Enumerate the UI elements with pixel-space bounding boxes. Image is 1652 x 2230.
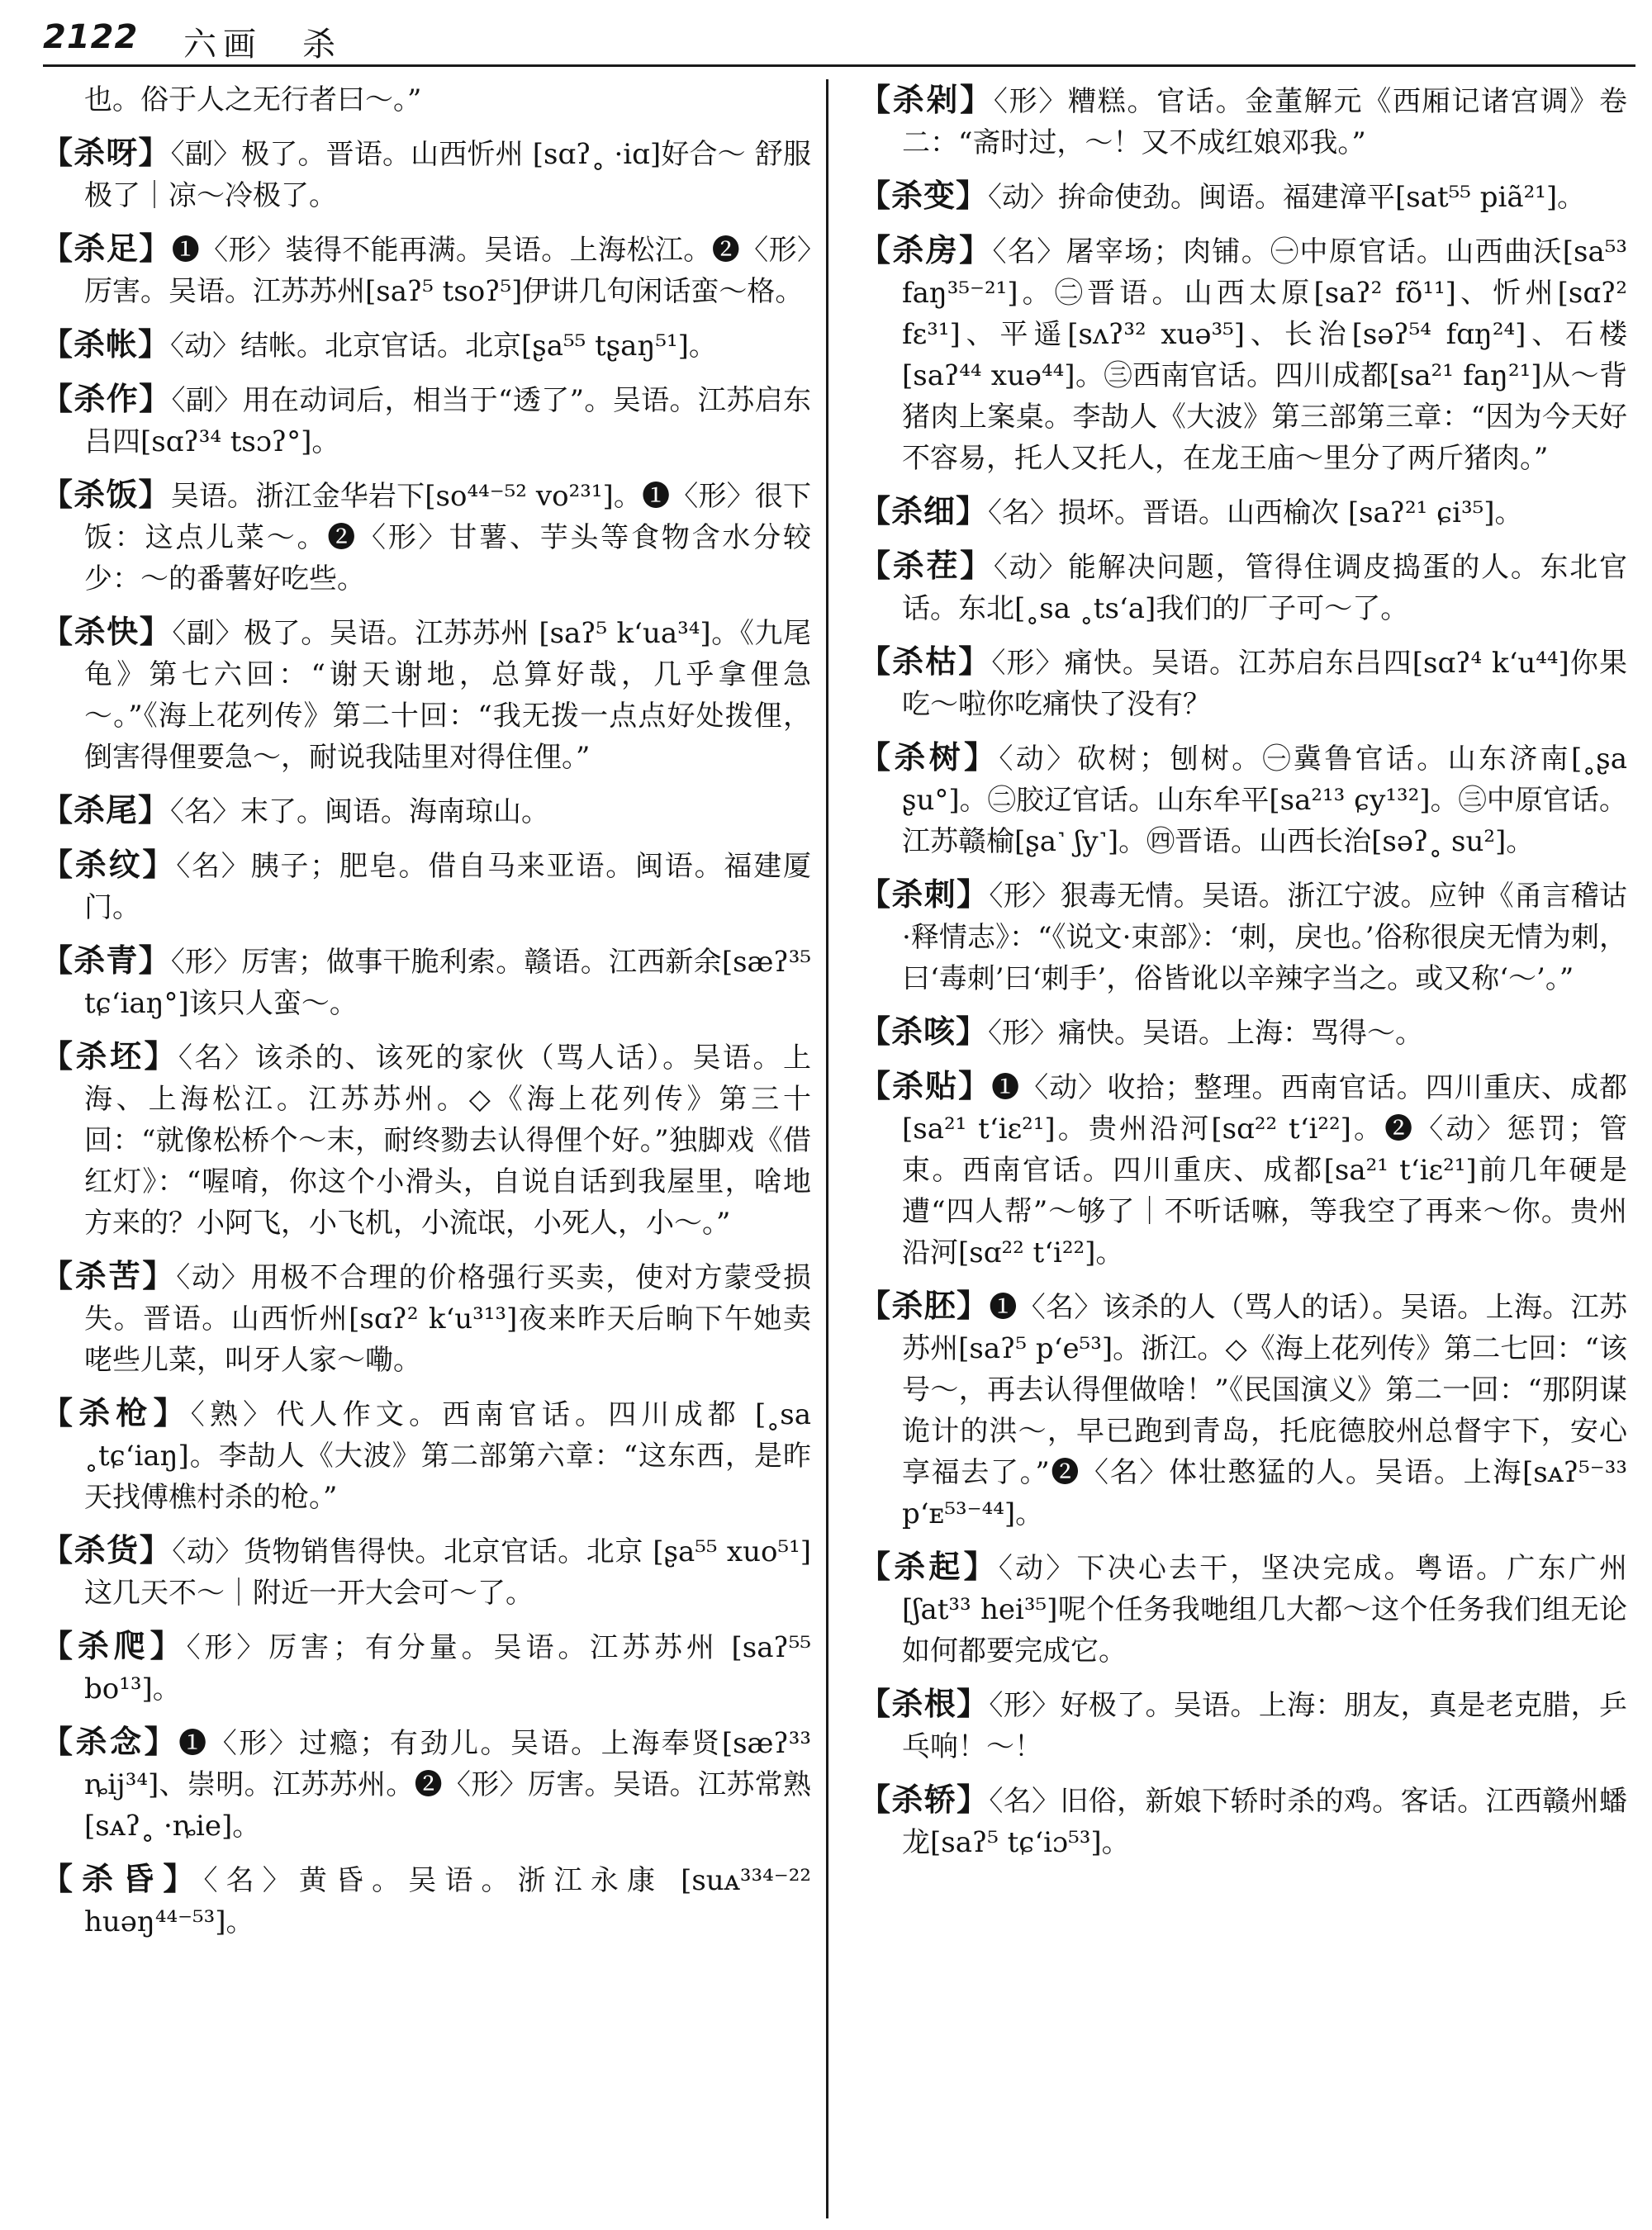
entry-definition: ❶〈形〉装得不能再满。吴语。上海松江。❷〈形〉厉害。吴语。江苏苏州[saʔ⁵ tsoʔ⁵]伊讲几句闲话蛮～格。 — [84, 234, 811, 308]
column-divider — [826, 79, 828, 2218]
dictionary-entry — [859, 1683, 1627, 1767]
entry-headword: 【杀房】 — [859, 232, 993, 268]
entry-headword: 【杀念】 — [41, 1724, 179, 1760]
dictionary-entry — [859, 1065, 1627, 1274]
dictionary-entry — [41, 940, 811, 1024]
entry-definition: 〈形〉厉害；做事干脆利索。赣语。江西新余[sæʔ³⁵ tɕ‘iaŋ°]该只人蛮～。 — [84, 946, 811, 1020]
entry-definition: 〈形〉好极了。吴语。上海：朋友，真是老克腊，乒乓响！～！ — [902, 1689, 1627, 1763]
entry-headword: 【杀细】 — [859, 493, 989, 529]
entry-definition: 〈副〉极了。吴语。江苏苏州 [saʔ⁵ k‘ua³⁴]。《九尾龟》第七六回：“谢天谢地，总算好哉，几乎拿俚急～。”《海上花列传》第二十回：“我无拨一点点好处拨俚，倒害得俚要急～，耐说我陆里对得住俚。” — [84, 617, 811, 774]
entry-headword: 【杀快】 — [41, 614, 173, 650]
dictionary-entry — [41, 844, 811, 928]
dictionary-entry — [41, 1530, 811, 1614]
dictionary-entry — [41, 790, 811, 833]
entry-headword: 【杀枪】 — [41, 1395, 191, 1431]
entry-headword: 【杀尾】 — [41, 792, 171, 828]
entry-headword: 【杀轿】 — [859, 1782, 990, 1818]
left-column — [41, 79, 811, 2223]
entry-headword: 【杀爬】 — [41, 1628, 187, 1664]
entry-definition: 〈名〉旧俗，新娘下轿时杀的鸡。客话。江西赣州蟠龙[saʔ⁵ tɕ‘iɔ⁵³]。 — [902, 1785, 1627, 1859]
entry-headword: 【杀剁】 — [859, 82, 994, 118]
entry-definition: ❶〈动〉收拾；整理。西南官话。四川重庆、成都[sa²¹ t‘iɛ²¹]。贵州沿河[sɑ²² t‘i²²]。❷〈动〉惩罚；管束。西南官话。四川重庆、成都[sa²¹ t‘iɛ²¹]前几年硬是遭“四人帮”～够了｜不听话嘛，等我空了再来～你。贵州沿河[sɑ²² t‘i²²]。 — [902, 1071, 1627, 1269]
entry-headword: 【杀作】 — [41, 381, 172, 417]
dictionary-entry — [41, 1721, 811, 1847]
entry-headword: 【杀树】 — [859, 739, 999, 776]
dictionary-entry — [41, 1393, 811, 1518]
dictionary-entry — [41, 1036, 811, 1244]
entry-definition: 〈副〉用在动词后，相当于“透了”。吴语。江苏启东吕四[sɑʔ³⁴ tsɔʔ°]。 — [84, 384, 811, 458]
entry-definition: 〈形〉痛快。吴语。上海：骂得～。 — [988, 1017, 1424, 1050]
running-head: 六画 杀 — [183, 26, 342, 64]
entry-definition: 〈形〉狠毒无情。吴语。浙江宁波。应钟《甬言稽诂·释情志》：“《说文·束部》：‘刺，戾也。’俗称很戾无情为刺，曰‘毒刺’曰‘刺手’，俗皆讹以辛辣字当之。或又称‘～’。” — [902, 880, 1627, 995]
entry-headword: 【杀呀】 — [41, 135, 171, 171]
entry-definition: ❶〈形〉过瘾；有劲儿。吴语。上海奉贤[sæʔ³³ ȵij³⁴]、崇明。江苏苏州。❷〈形〉厉害。吴语。江苏常熟[sᴀʔ˳ ·ȵie]。 — [84, 1727, 811, 1843]
entry-definition: 〈副〉极了。晋语。山西忻州 [sɑʔ˳ ·iɑ]好合～ 舒服极了｜凉～冷极了。 — [84, 138, 811, 212]
entry-definition: 〈名〉损坏。晋语。山西榆次 [saʔ²¹ ɕi³⁵]。 — [988, 496, 1523, 529]
dictionary-entry — [859, 641, 1627, 725]
entry-headword: 【杀昏】 — [41, 1861, 204, 1897]
entry-definition: 吴语。浙江金华岩下[so⁴⁴⁻⁵² vo²³¹]。❶〈形〉很下饭：这点儿菜～。❷〈形〉甘薯、芋头等食物含水分较少：～的番薯好吃些。 — [84, 480, 811, 595]
dictionary-entry — [859, 545, 1627, 629]
dictionary-entry — [859, 1546, 1627, 1672]
dictionary-entry — [41, 378, 811, 463]
entry-definition: 〈动〉用极不合理的价格强行买卖，使对方蒙受损失。晋语。山西忻州[sɑʔ² k‘u³¹³]夜来昨天后晌下午她卖咾些儿菜，叫牙人家～嘞。 — [84, 1261, 811, 1377]
dictionary-entry — [859, 491, 1627, 534]
entry-headword: 【杀咳】 — [859, 1013, 989, 1050]
entry-headword: 【杀苦】 — [41, 1258, 177, 1294]
dictionary-entry — [41, 611, 811, 778]
page-header — [43, 15, 1637, 64]
dictionary-entry — [859, 874, 1627, 999]
entry-definition: 〈名〉屠宰场；肉铺。㊀中原官话。山西曲沃[sa⁵³ faŋ³⁵⁻²¹]。㊁晋语。山西太原[saʔ² fõ¹¹]、忻州[sɑʔ² fɛ³¹]、平遥[sʌʔ³² xuə³⁵]、长治[səʔ⁵⁴ fɑŋ²⁴]、石楼[saʔ⁴⁴ xuə⁴⁴]。㊂西南官话。四川成都[sa²¹ faŋ²¹]从～背猪肉上案桌。李劼人《大波》第三部第三章：“因为今天好不容易，托人又托人，在龙王庙～里分了两斤猪肉。” — [902, 235, 1627, 475]
dictionary-entry — [41, 1255, 811, 1381]
entry-definition: 〈名〉末了。闽语。海南琼山。 — [170, 795, 550, 828]
page-number: 2122 — [43, 18, 139, 56]
entry-definition: 〈名〉该杀的、该死的家伙（骂人话）。吴语。上海、上海松江。江苏苏州。◇《海上花列传》第三十回：“就像松桥个～末，耐终勠去认得俚个好。”独脚戏《借红灯》：“喔唷，你这个小滑头，自说自话到我屋里，啥地方来的？小阿飞，小飞机，小流氓，小死人，小～。” — [84, 1041, 811, 1240]
dictionary-entry — [859, 230, 1627, 479]
entry-headword: 【杀青】 — [41, 942, 171, 979]
entry-definition: 〈名〉胰子；肥皂。借自马来亚语。闽语。福建厦门。 — [84, 850, 811, 924]
entry-definition: 〈动〉结帐。北京官话。北京[ʂa⁵⁵ tʂaŋ⁵¹]。 — [170, 330, 717, 363]
entry-headword: 【杀刺】 — [859, 876, 990, 913]
entry-headword: 【杀枯】 — [859, 643, 992, 680]
entry-headword: 【杀饭】 — [41, 477, 171, 513]
entry-definition: 〈动〉下决心去干，坚决完成。粤语。广东广州 [ʃat³³ hei³⁵]呢个任务我哋组几大都～这个任务我们组无论如何都要完成它。 — [902, 1552, 1627, 1668]
entry-definition: 〈熟〉代人作文。西南官话。四川成都 [˳sa ˳tɕ‘iaŋ]。李劼人《大波》第二部第六章：“这东西，是昨天找傅樵村杀的枪。” — [84, 1398, 811, 1514]
entry-definition: 〈名〉黄昏。吴语。浙江永康 [suᴀ³³⁴⁻²² huəŋ⁴⁴⁻⁵³]。 — [84, 1864, 811, 1938]
entry-headword: 【杀胚】 — [859, 1288, 990, 1324]
entry-headword: 【杀纹】 — [41, 847, 177, 883]
dictionary-entry — [41, 132, 811, 216]
entry-definition: 〈动〉货物销售得快。北京官话。北京 [ʂa⁵⁵ xuo⁵¹]这几天不～｜附近一开大会可～了。 — [84, 1535, 811, 1610]
header-rule — [43, 64, 1635, 67]
entry-headword: 【杀帐】 — [41, 326, 171, 363]
dictionary-entry — [859, 175, 1627, 218]
entry-headword: 【杀起】 — [859, 1549, 999, 1585]
entry-headword: 【杀茬】 — [859, 548, 994, 584]
entry-definition: 〈动〉砍树；刨树。㊀冀鲁官话。山东济南[˳ʂa ʂu°]。㊁胶辽官话。山东牟平[sa²¹³ ɕy¹³²]。㊂中原官话。江苏赣榆[ʂa˺ ʃy˺]。㊃晋语。山西长治[səʔ˳ su²]。 — [902, 743, 1627, 858]
entry-headword: 【杀货】 — [41, 1532, 173, 1568]
dictionary-entry — [859, 1779, 1627, 1863]
entry-definition: 〈形〉糟糕。官话。金董解元《西厢记诸宫调》卷二：“斋时过，～！又不成红娘邓我。” — [902, 85, 1627, 159]
dictionary-entry — [859, 737, 1627, 862]
dictionary-entry — [859, 1285, 1627, 1535]
dictionary-entry — [41, 474, 811, 600]
entry-headword: 【杀根】 — [859, 1686, 990, 1722]
right-column — [859, 79, 1627, 2223]
entry-definition: ❶〈名〉该杀的人（骂人的话）。吴语。上海。江苏苏州[saʔ⁵ p‘e⁵³]。浙江。◇《海上花列传》第二七回：“该号～，再去认得俚做啥！”《民国演义》第二一回：“那阴谋诡计的洪～，早已跑到青岛，托庇德胶州总督宇下，安心享福去了。”❷〈名〉体壮憨猛的人。吴语。上海[sᴀʔ⁵⁻³³ p‘ᴇ⁵³⁻⁴⁴]。 — [902, 1291, 1627, 1530]
dictionary-entry — [859, 1011, 1627, 1054]
entry-headword: 【杀坯】 — [41, 1038, 178, 1075]
dictionary-entry — [41, 228, 811, 312]
dictionary-entry — [41, 324, 811, 367]
dictionary-entry — [41, 1625, 811, 1710]
dictionary-entry — [41, 1858, 811, 1943]
entry-headword: 【杀贴】 — [859, 1068, 992, 1104]
entry-headword: 【杀足】 — [41, 230, 172, 267]
dictionary-entry — [859, 79, 1627, 164]
entry-headword: 【杀变】 — [859, 178, 989, 214]
entry-definition: 〈形〉痛快。吴语。江苏启东吕四[sɑʔ⁴ k‘u⁴⁴]你果吃～啦你吃痛快了没有？ — [902, 647, 1627, 721]
entry-definition: 〈动〉拚命使劲。闽语。福建漳平[sat⁵⁵ piã²¹]。 — [988, 181, 1586, 214]
entry-definition: 〈形〉厉害；有分量。吴语。江苏苏州 [saʔ⁵⁵ bo¹³]。 — [84, 1631, 811, 1706]
continuation-text: 也。俗于人之无行者曰～。” — [84, 83, 422, 116]
entry-definition: 〈动〉能解决问题，管得住调皮捣蛋的人。东北官话。东北[˳sa ˳ts‘a]我们的厂子可～了。 — [902, 551, 1627, 625]
